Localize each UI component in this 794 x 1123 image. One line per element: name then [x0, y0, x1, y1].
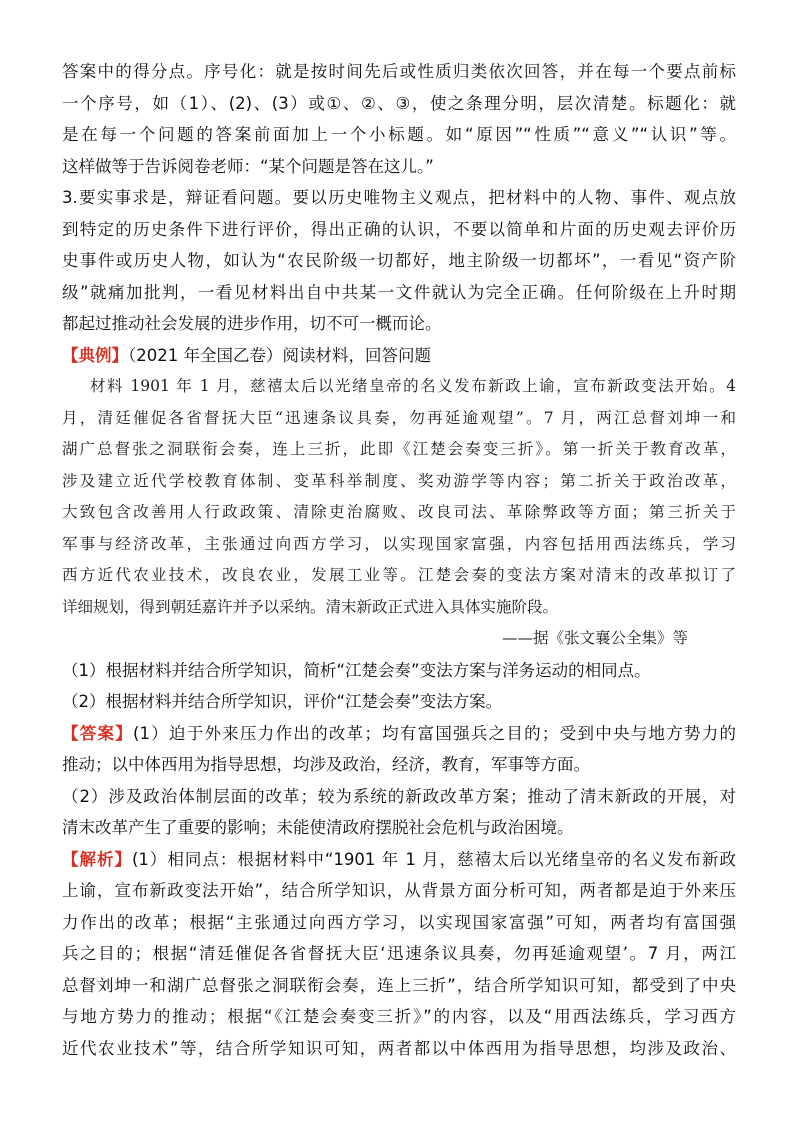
answer-label: 【答案】: [62, 723, 134, 743]
point-3-paragraph: [62, 182, 736, 340]
analysis-line: 近代农业技术”等，结合所学知识可知，两者都以中体西用为指导思想，均涉及政治、: [62, 1038, 736, 1058]
text-line: 是在每一个问题的答案前面加上一个小标题。如“原因”“性质”“意义”“认识”等。: [62, 125, 736, 144]
material-block: [62, 371, 736, 655]
analysis-line: 上谕，宣布新政变法开始”，结合所学知识，从背景方面分析可知，两者都是迫于外来压: [62, 881, 736, 900]
text-line: 到特定的历史条件下进行评价，得出正确的认识，不要以简单和片面的历史观去评价历: [62, 219, 736, 239]
material-line: 详细规划，得到朝廷嘉许并予以采纳。清末新政正式进入具体实施阶段。: [62, 597, 559, 616]
analysis-line: 力作出的改革；根据“主张通过向西方学习，以实现国家富强”可知，两者均有富国强: [62, 912, 736, 932]
analysis-text: (1）相同点：根据材料中“1901 年 1 月，慈禧太后以光绪皇帝的名义发布新政: [131, 849, 736, 869]
question-item: （2）根据材料并结合所学知识，评价“江楚会奏”变法方案。: [62, 692, 503, 711]
text-line: 3.要实事求是，辩证看问题。要以历史唯物主义观点，把材料中的人物、事件、观点放: [62, 188, 736, 207]
analysis-line: 兵之目的；根据“清廷催促各省督抚大臣‘迅速条议具奏，勿再延逾观望’。7 月，两江: [62, 944, 736, 963]
document-page: [62, 56, 736, 1064]
answer-line: 推动；以中体西用为指导思想，均涉及政治，经济，教育，军事等方面。: [62, 755, 590, 774]
material-source: ——据《张文襄公全集》等: [501, 629, 688, 647]
material-line: 大致包含改善用人行政政策、清除吏治腐败、改良司法、革除弊政等方面；第三折关于: [62, 503, 736, 521]
example-label: 【典例】: [62, 345, 128, 365]
analysis-section: [62, 844, 736, 1065]
answer-line: [62, 718, 736, 750]
example-heading: [62, 340, 736, 372]
example-section: [62, 340, 736, 655]
analysis-label: 【解析】: [62, 849, 132, 869]
text-line: 这样做等于告诉阅卷老师：“某个问题是答在这儿。”: [62, 156, 434, 176]
answer-line: 清末改革产生了重要的影响；未能使清政府摆脱社会危机与政治困境。: [62, 818, 574, 837]
analysis-line: 与地方势力的推动；根据“《江楚会奏变三折》”的内容，以及“用西法练兵，学习西方: [62, 1007, 736, 1026]
answer-text: (1）迫于外来压力作出的改革；均有富国强兵之目的；受到中央与地方势力的: [133, 723, 736, 743]
answer-section: [62, 718, 736, 844]
material-line: 军事与经济改革，主张通过向西方学习，以实现国家富强，内容包括用西法练兵，学习: [62, 534, 736, 553]
analysis-line: 总督刘坤一和湖广总督张之洞联衔会奏，连上三折”，结合所学知识可知，都受到了中央: [62, 975, 736, 995]
text-line: 一个序号，如（1）、(2)、(3）或①、②、③，使之条理分明，层次清楚。标题化：就: [62, 93, 736, 113]
text-line: 史事件或历史人物，如认为“农民阶级一切都好，地主阶级一切都坏”，一看见“资产阶: [62, 251, 736, 270]
material-line: 涉及建立近代学校教育体制、变革科举制度、奖劝游学等内容；第二折关于政治改革，: [62, 471, 736, 490]
questions: [62, 655, 736, 718]
material-line: 材料 1901 年 1 月，慈禧太后以光绪皇帝的名义发布新政上谕，宣布新政变法开始。4: [90, 377, 736, 395]
material-line: 西方近代农业技术，改良农业，发展工业等。江楚会奏的变法方案对清末的改革拟订了: [62, 566, 736, 584]
text-line: 级”就痛加批判，一看见材料出自中共某一文件就认为完全正确。任何阶级在上升时期: [62, 282, 736, 302]
material-line: 湖广总督张之洞联衔会奏，连上三折，此即《江楚会奏变三折》。第一折关于教育改革，: [62, 440, 736, 458]
text-line: 答案中的得分点。序号化：就是按时间先后或性质归类依次回答，并在每一个要点前标: [62, 62, 736, 81]
intro-paragraph: [62, 56, 736, 182]
analysis-line: [62, 844, 736, 876]
answer-line: （2）涉及政治体制层面的改革；较为系统的新政改革方案；推动了清末新政的开展，对: [62, 786, 736, 806]
text-line: 都起过推动社会发展的进步作用，切不可一概而论。: [62, 314, 442, 333]
material-line: 月，清廷催促各省督抚大臣“迅速条议具奏，勿再延逾观望”。7 月，两江总督刘坤一和: [62, 408, 736, 427]
question-item: （1）根据材料并结合所学知识，简析“江楚会奏”变法方案与洋务运动的相同点。: [62, 660, 651, 680]
example-title: （2021 年全国乙卷）阅读材料，回答问题: [128, 345, 431, 365]
